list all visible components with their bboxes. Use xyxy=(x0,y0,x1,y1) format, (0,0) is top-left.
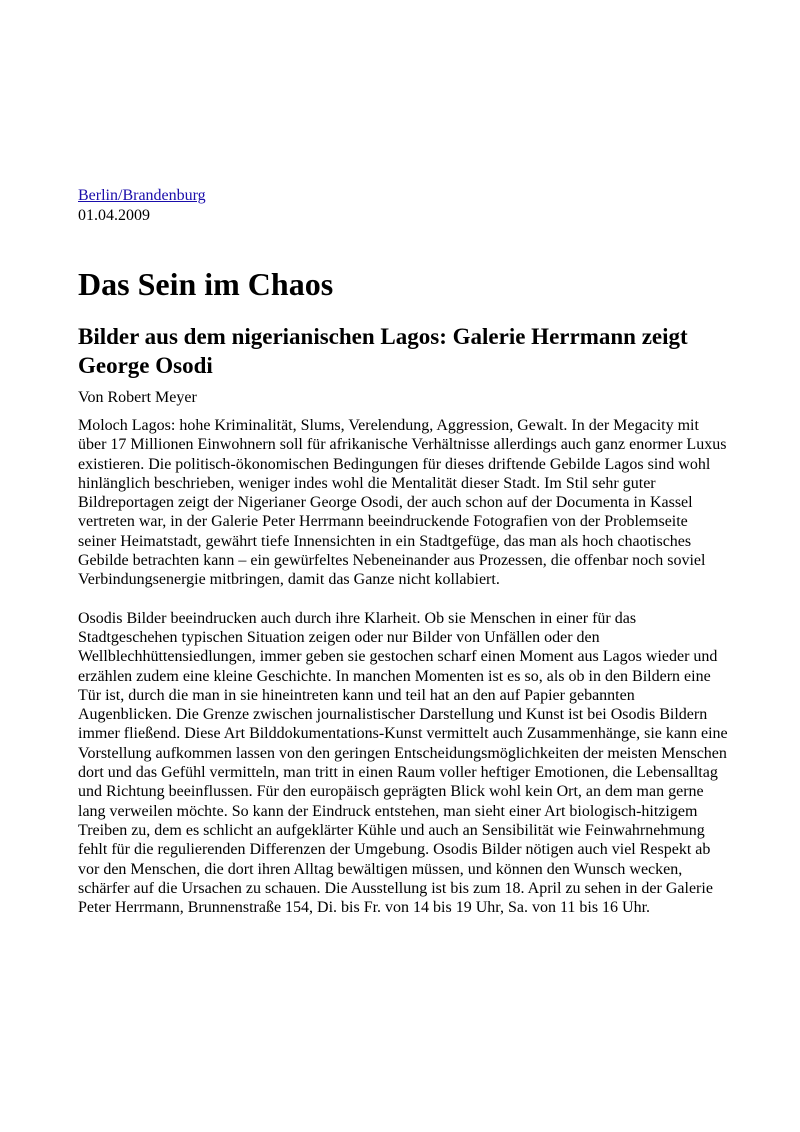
article-paragraph: Osodis Bilder beeindrucken auch durch ihre Klarheit. Ob sie Menschen in einer für das Stadtgeschehen typischen Situation zeigen oder nur Bilder von Unfällen oder den Wellblechhüttensiedlungen, immer geben sie gestochen scharf einen Moment aus Lagos wieder und erzählen zudem eine kleine Geschichte. In manchen Momenten ist es so, als ob in den Bildern eine Tür ist, durch die man in sie hineintreten kann und teil hat an den auf Papier gebannten Augenblicken. Die Grenze zwischen journalistischer Darstellung und Kunst ist bei Osodis Bildern immer fließend. Diese Art Bilddokumentations-Kunst vermittelt auch Zusammenhänge, sie kann eine Vorstellung aufkommen lassen von den geringen Entscheidungsmöglichkeiten der meisten Menschen dort und das Gefühl vermitteln, man tritt in einen Raum voller heftiger Emotionen, die Lebensalltag und Richtung beeinflussen. Für den europäisch geprägten Blick wohl kein Ort, an dem man gerne lang verweilen möchte. So kann der Eindruck entstehen, man sieht einer Art biologisch-hitzigem Treiben zu, dem es schlicht an aufgeklärter Kühle und auch an Sensibilität wie Feinwahrnehmung fehlt für die regulierenden Differenzen der Umgebung. Osodis Bilder nötigen auch viel Respekt ab vor den Menschen, die dort ihren Alltag bewältigen müssen, und können den Wunsch wecken, schärfer auf die Ursachen zu schauen. Die Ausstellung ist bis zum 18. April zu sehen in der Galerie Peter Herrmann, Brunnenstraße 154, Di. bis Fr. von 14 bis 19 Uhr, Sa. von 11 bis 16 Uhr. xyxy=(78,609,728,917)
article-subtitle: Bilder aus dem nigerianischen Lagos: Galerie Herrmann zeigt George Osodi xyxy=(78,324,688,378)
publication-date: 01.04.2009 xyxy=(78,207,150,224)
article-author: Von Robert Meyer xyxy=(78,389,197,406)
article-paragraph: Moloch Lagos: hohe Kriminalität, Slums, Verelendung, Aggression, Gewalt. In der Megacity mit über 17 Millionen Einwohnern soll für afrikanische Verhältnisse allerdings auch ganz enormer Luxus existieren. Die politisch-ökonomischen Bedingungen für dieses driftende Gebilde Lagos sind wohl hinlänglich beschrieben, weniger indes wohl die Mentalität dieser Stadt. Im Stil sehr guter Bildreportagen zeigt der Nigerianer George Osodi, der auch schon auf der Documenta in Kassel vertreten war, in der Galerie Peter Herrmann beeindruckende Fotografien von der Problemseite seiner Heimatstadt, gewährt tiefe Innensichten in ein Stadtgefüge, das man als hoch chaotisches Gebilde betrachten kann – ein gewürfeltes Nebeneinander aus Prozessen, die offenbar noch soviel Verbindungsenergie mitbringen, damit das Ganze nicht kollabiert. xyxy=(78,417,727,589)
section-link[interactable]: Berlin/Brandenburg xyxy=(78,187,206,204)
article-title: Das Sein im Chaos xyxy=(78,266,334,302)
article-page xyxy=(78,186,728,917)
